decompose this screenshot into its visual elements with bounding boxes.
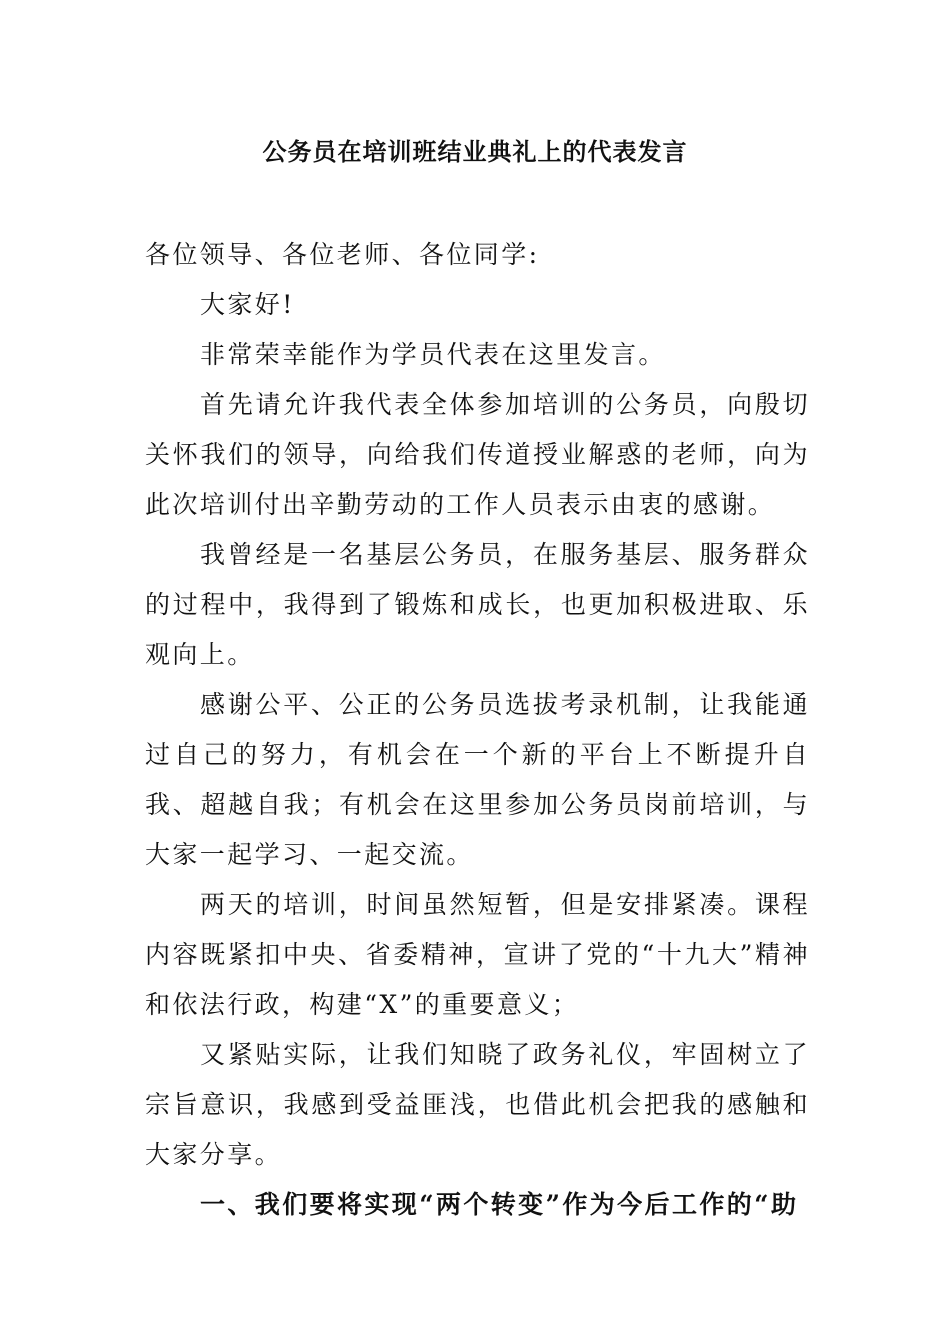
paragraph-honor: 非常荣幸能作为学员代表在这里发言。 <box>200 340 666 369</box>
paragraph-mechanism: 感谢公平、公正的公务员选拔考录机制，让我能通过自己的努力，有机会在一个新的平台上不断提升自我、超越自我；有机会在这里参加公务员岗前培训，与大家一起学习、一起交流。 <box>145 690 810 869</box>
paragraph-practice: 又紧贴实际，让我们知晓了政务礼仪，牢固树立了宗旨意识，我感到受益匪浅，也借此机会把我的感触和大家分享。 <box>145 1040 810 1169</box>
document-body <box>145 230 810 1230</box>
section-heading-1: 一、我们要将实现“两个转变”作为今后工作的“助 <box>200 1190 799 1219</box>
paragraph-training: 两天的培训，时间虽然短暂，但是安排紧凑。课程内容既紧扣中央、省委精神，宣讲了党的“十九大”精神和依法行政，构建“X”的重要意义； <box>145 890 810 1019</box>
salutation: 各位领导、各位老师、各位同学: <box>145 240 540 269</box>
paragraph-greeting: 大家好! <box>200 290 295 319</box>
document-title: 公务员在培训班结业典礼上的代表发言 <box>262 137 688 166</box>
paragraph-thanks: 首先请允许我代表全体参加培训的公务员，向殷切关怀我们的领导，向给我们传道授业解惑的老师，向为此次培训付出辛勤劳动的工作人员表示由衷的感谢。 <box>145 390 810 519</box>
paragraph-experience: 我曾经是一名基层公务员，在服务基层、服务群众的过程中，我得到了锻炼和成长，也更加积极进取、乐观向上。 <box>145 540 810 669</box>
